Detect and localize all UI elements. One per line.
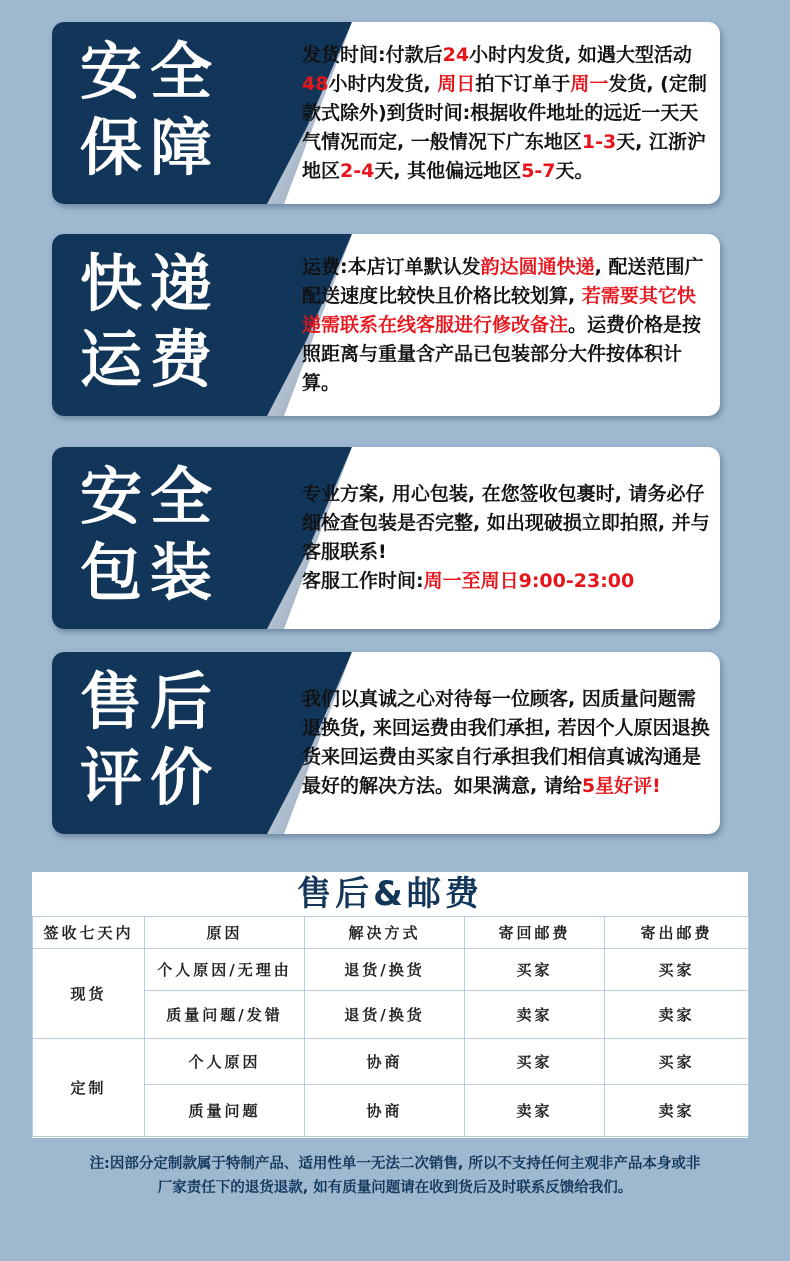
footnote	[30, 1152, 760, 1200]
table-cell: 买家	[465, 949, 605, 991]
highlight-text: 周日	[437, 72, 476, 95]
highlight-text: 周一至周日9:00-23:00	[423, 570, 635, 592]
highlight-text: 1-3	[581, 130, 617, 153]
info-card-security	[52, 22, 720, 204]
table-header-row	[33, 917, 749, 949]
header-cell: 原因	[145, 917, 305, 949]
table-cell: 卖家	[465, 991, 605, 1039]
body-text: 天, 江浙沪地区	[302, 130, 707, 182]
body-text: 运费:本店订单默认发	[302, 255, 481, 278]
body-text: 发货, (定制款式除外)到货时间:根据收件地址的远近一天天气情况而定, 一般情况下广东地区	[302, 72, 707, 153]
body-text: 小时内发货, 如遇大型活动	[469, 43, 692, 66]
card-text	[302, 22, 710, 204]
highlight-text: 48	[302, 72, 329, 95]
header-cell: 寄回邮费	[465, 917, 605, 949]
table-cell: 卖家	[605, 991, 749, 1039]
body-text: 我们以真诚之心对待每一位顾客, 因质量问题需退换货, 来回运费由我们承担, 若因个人原因退换货来回运费由买家自行承担我们相信真诚沟通是最好的解决方法。如果满意, 请给	[302, 688, 710, 797]
card-paragraph	[302, 480, 710, 596]
body-text: 小时内发货,	[328, 72, 438, 95]
highlight-text: 5-7	[521, 159, 556, 182]
table-title: 售后&邮费	[297, 874, 483, 914]
footnote-line-1: 注:因部分定制款属于特制产品、适用性单一无法二次销售, 所以不支持任何主观非产品本身或非	[89, 1156, 701, 1172]
table-cell: 退货/换货	[305, 991, 465, 1039]
card-text	[302, 447, 710, 629]
body-text: 。运费价格是按照距离与重量含产品已包装部分大件按体积计算。	[302, 313, 702, 394]
table-cell: 个人原因	[145, 1039, 305, 1085]
highlight-text: 韵达圆通快递	[480, 255, 595, 278]
highlight-text: 5星好评!	[581, 775, 661, 797]
card-title	[80, 246, 230, 398]
card-title-line-2: 运费	[80, 323, 221, 396]
group-label-cell: 定制	[33, 1039, 145, 1137]
table-cell: 买家	[605, 949, 749, 991]
table-cell: 买家	[465, 1039, 605, 1085]
table-row	[33, 949, 749, 991]
card-text	[302, 234, 710, 416]
body-text: 发货时间:付款后	[302, 43, 443, 66]
card-title	[80, 459, 230, 611]
info-card-after-sales	[52, 652, 720, 834]
table-cell: 个人原因/无理由	[145, 949, 305, 991]
highlight-text: 24	[442, 43, 470, 66]
table-cell: 买家	[605, 1039, 749, 1085]
table-cell: 协商	[305, 1085, 465, 1137]
table-cell: 退货/换货	[305, 949, 465, 991]
card-title-line-1: 安全	[80, 35, 221, 108]
body-text: 天, 其他偏远地区	[374, 159, 522, 182]
after-sales-postage-table	[32, 872, 748, 1138]
footnote-line-2: 厂家责任下的退货退款, 如有质量问题请在收到货后及时联系反馈给我们。	[157, 1180, 633, 1196]
table-cell: 卖家	[465, 1085, 605, 1137]
body-text: , 配送范围广配送速度比较快且价格比较划算,	[302, 255, 704, 307]
card-paragraph	[302, 685, 710, 801]
card-paragraph	[302, 41, 710, 186]
card-text	[302, 652, 710, 834]
table-cell: 卖家	[605, 1085, 749, 1137]
card-title-line-2: 评价	[80, 741, 221, 814]
card-title-line-2: 包装	[80, 536, 221, 609]
header-cell: 签收七天内	[33, 917, 145, 949]
table-cell: 质量问题/发错	[145, 991, 305, 1039]
group-label-cell: 现货	[33, 949, 145, 1039]
table-row	[33, 1039, 749, 1085]
card-title-line-2: 保障	[80, 111, 221, 184]
card-title-line-1: 快递	[80, 247, 221, 320]
body-text: 专业方案, 用心包装, 在您签收包裹时, 请务必仔细检查包装是否完整, 如出现破损立即拍照, 并与客服联系!	[302, 483, 710, 563]
info-card-packaging	[52, 447, 720, 629]
card-title	[80, 34, 230, 186]
highlight-text: 若需要其它快递需联系在线客服进行修改备注	[302, 284, 696, 336]
card-title	[80, 664, 230, 816]
card-title-line-1: 售后	[80, 665, 221, 738]
body-text: 天。	[555, 159, 594, 182]
card-paragraph	[302, 253, 710, 398]
card-title-line-1: 安全	[80, 460, 221, 533]
body-text: 客服工作时间:	[302, 570, 424, 592]
policy-table	[32, 916, 749, 1137]
body-text: 拍下订单于	[475, 72, 571, 95]
table-cell: 质量问题	[145, 1085, 305, 1137]
highlight-text: 2-4	[340, 159, 375, 182]
table-cell: 协商	[305, 1039, 465, 1085]
highlight-text: 周一	[570, 72, 609, 95]
info-card-shipping	[52, 234, 720, 416]
header-cell: 寄出邮费	[605, 917, 749, 949]
header-cell: 解决方式	[305, 917, 465, 949]
